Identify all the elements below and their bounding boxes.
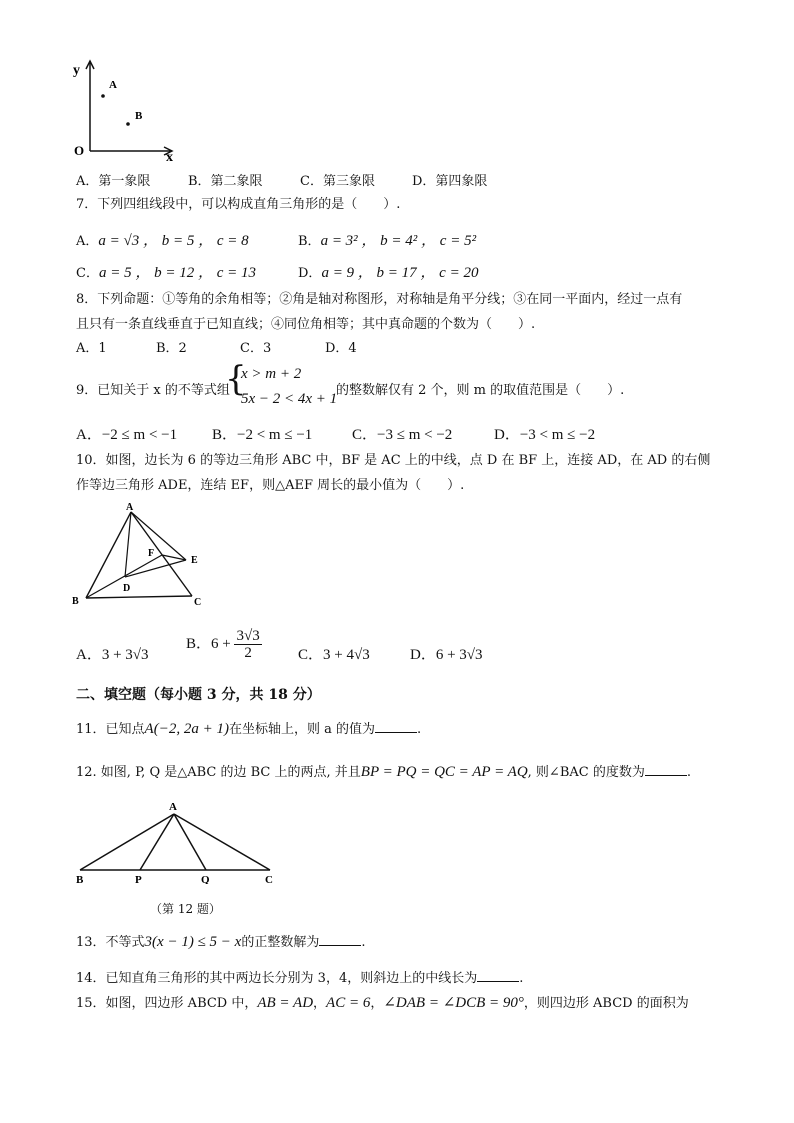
q9-ineq2: 5x − 2 < 4x + 1 — [241, 391, 338, 407]
q6-figure — [70, 55, 190, 167]
q8-option-c: C．3 — [240, 341, 272, 356]
q8-line1: 8．下列命题：①等角的余角相等；②角是轴对称图形，对称轴是角平分线；③在同一平面内，经过一点有 — [76, 292, 683, 307]
q9-option-a: A．−2 ≤ m < −1 — [76, 427, 178, 443]
q15: 15．如图，四边形 ABCD 中，AB = AD，AC = 6，∠DAB = ∠DCB = 90°，则四边形 ABCD 的面积为 — [76, 995, 689, 1011]
fig12-label-c: C — [265, 874, 273, 884]
origin-label: O — [74, 143, 85, 158]
fig10-label-c: C — [194, 597, 202, 608]
y-axis-label: y — [73, 63, 80, 78]
q10-line2: 作等边三角形 ADE，连结 EF，则△AEF 周长的最小值为（ ）. — [76, 478, 465, 493]
q10-line1: 10．如图，边长为 6 的等边三角形 ABC 中，BF 是 AC 上的中线，点 D 在 BF 上，连接 AD，在 AD 的右侧 — [76, 453, 711, 468]
fig10-label-e: E — [191, 555, 198, 566]
q8-option-a: A．1 — [76, 341, 107, 356]
q11-answer-blank[interactable] — [375, 720, 417, 733]
q7-option-c: C．a = 5 ， b = 12 ， c = 13 — [76, 265, 256, 281]
q6-option-d: D．第四象限 — [412, 174, 488, 189]
q9-pre: 9．已知关于 x 的不等式组 — [76, 383, 230, 398]
fig10-label-d: D — [123, 583, 131, 594]
fig10-label-f: F — [148, 548, 155, 559]
q11: 11．已知点A(−2, 2a + 1)在坐标轴上，则 a 的值为 . — [76, 721, 422, 737]
q9-ineq1: x > m + 2 — [241, 366, 302, 382]
q9-brace: { — [225, 359, 247, 399]
q10-option-d: D．6 + 3√3 — [410, 647, 483, 663]
q9-option-b: B．−2 < m ≤ −1 — [212, 427, 313, 443]
q10-figure — [70, 500, 220, 612]
section-2-title: 二、填空题（每小题 3 分，共 18 分） — [76, 687, 321, 703]
point-b-label: B — [135, 110, 143, 122]
q12-caption: （第 12 题） — [150, 902, 221, 916]
q12-answer-blank[interactable] — [645, 763, 687, 776]
q12: 12. 如图, P, Q 是△ABC 的边 BC 上的两点, 并且BP = PQ = QC = AP = AQ, 则∠BAC 的度数为 . — [76, 764, 691, 780]
q7-option-a: A．a = √3 ， b = 5 ， c = 8 — [76, 233, 249, 249]
q8-option-b: B．2 — [156, 341, 187, 356]
q12-figure — [70, 798, 290, 884]
q10-option-b: B．6 + $\frac{3√3}{2}$ — [186, 628, 260, 661]
q9-option-d: D．−3 < m ≤ −2 — [494, 427, 596, 443]
fig12-label-p: P — [135, 874, 142, 884]
fig12-label-b: B — [76, 874, 84, 884]
q13: 13．不等式3(x − 1) ≤ 5 − x的正整数解为 . — [76, 934, 366, 950]
q7-stem: 7．下列四组线段中，可以构成直角三角形的是（ ）. — [76, 197, 401, 212]
q10-option-a: A．3 + 3√3 — [76, 647, 149, 663]
q7-option-b: B．a = 3² ， b = 4² ， c = 5² — [298, 233, 477, 249]
q8-option-d: D．4 — [325, 341, 357, 356]
q6-option-b: B．第二象限 — [188, 174, 263, 189]
q10-option-c: C．3 + 4√3 — [298, 647, 370, 663]
q14: 14．已知直角三角形的其中两边长分别为 3，4，则斜边上的中线长为 . — [76, 971, 524, 986]
x-axis-label: x — [166, 150, 173, 165]
q9-option-c: C．−3 ≤ m < −2 — [352, 427, 453, 443]
fig12-label-a: A — [169, 801, 177, 813]
q9-post: 的整数解仅有 2 个，则 m 的取值范围是（ ）. — [336, 383, 625, 398]
fig10-label-a: A — [126, 502, 134, 513]
fig12-label-q: Q — [201, 874, 210, 884]
fig10-label-b: B — [72, 596, 79, 607]
q7-option-d: D．a = 9 ， b = 17 ， c = 20 — [298, 265, 479, 281]
q13-answer-blank[interactable] — [319, 933, 361, 946]
q8-line2: 且只有一条直线垂直于已知直线；④同位角相等；其中真命题的个数为（ ）. — [76, 317, 536, 332]
q6-option-a: A．第一象限 — [76, 174, 151, 189]
q14-answer-blank[interactable] — [477, 969, 519, 982]
point-a-label: A — [109, 79, 117, 91]
q6-option-c: C．第三象限 — [300, 174, 375, 189]
